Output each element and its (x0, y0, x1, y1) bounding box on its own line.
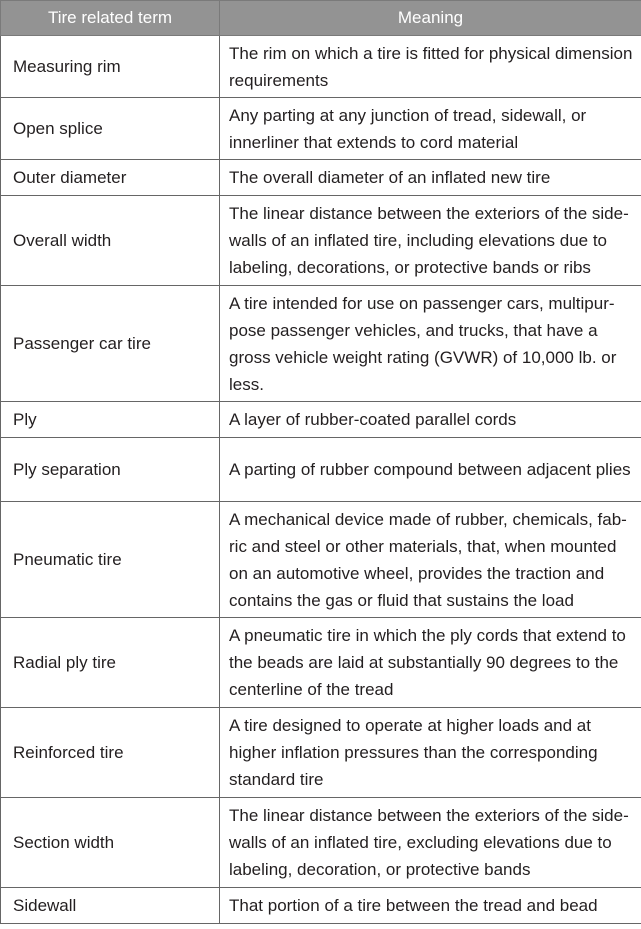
meaning-cell: The linear distance between the exteriors of the side-walls of an inflated tire, excluding elevations due to labeling, decoration, or protective bands (220, 798, 641, 888)
meaning-cell: A tire designed to operate at higher loads and at higher inflation pressures than the corresponding standard tire (220, 708, 641, 798)
table-row (1, 196, 641, 286)
meaning-cell: That portion of a tire between the tread and bead (220, 888, 641, 924)
term-cell: Ply (1, 402, 220, 438)
table-row (1, 888, 641, 924)
meaning-cell: A tire intended for use on passenger cars, multipur-pose passenger vehicles, and trucks, that have a gross vehicle weight rating (GVWR) of 10,000 lb. or less. (220, 286, 641, 402)
column-header-term: Tire related term (1, 1, 220, 36)
column-header-meaning: Meaning (220, 1, 641, 36)
term-cell: Measuring rim (1, 36, 220, 98)
table-header-row (1, 1, 641, 36)
table-row (1, 160, 641, 196)
term-cell: Passenger car tire (1, 286, 220, 402)
meaning-cell: A mechanical device made of rubber, chemicals, fab-ric and steel or other materials, that, when mounted on an automotive wheel, provides the traction and contains the gas or fluid that sustains the load (220, 502, 641, 618)
term-cell: Section width (1, 798, 220, 888)
term-cell: Sidewall (1, 888, 220, 924)
table-row (1, 708, 641, 798)
term-cell: Ply separation (1, 438, 220, 502)
table-row (1, 438, 641, 502)
term-cell: Radial ply tire (1, 618, 220, 708)
table-row (1, 618, 641, 708)
term-cell: Reinforced tire (1, 708, 220, 798)
meaning-cell: A layer of rubber-coated parallel cords (220, 402, 641, 438)
term-cell: Outer diameter (1, 160, 220, 196)
meaning-cell: The rim on which a tire is fitted for physical dimension requirements (220, 36, 641, 98)
table-row (1, 402, 641, 438)
term-cell: Pneumatic tire (1, 502, 220, 618)
meaning-cell: The linear distance between the exteriors of the side-walls of an inflated tire, including elevations due to labeling, decorations, or protective bands or ribs (220, 196, 641, 286)
table-row (1, 502, 641, 618)
term-cell: Overall width (1, 196, 220, 286)
meaning-cell: The overall diameter of an inflated new tire (220, 160, 641, 196)
meaning-cell: Any parting at any junction of tread, sidewall, or innerliner that extends to cord material (220, 98, 641, 160)
table-row (1, 36, 641, 98)
meaning-cell: A parting of rubber compound between adjacent plies (220, 438, 641, 502)
table-row (1, 798, 641, 888)
term-cell: Open splice (1, 98, 220, 160)
meaning-cell: A pneumatic tire in which the ply cords that extend to the beads are laid at substantially 90 degrees to the centerline of the tread (220, 618, 641, 708)
table-row (1, 286, 641, 402)
table-row (1, 98, 641, 160)
